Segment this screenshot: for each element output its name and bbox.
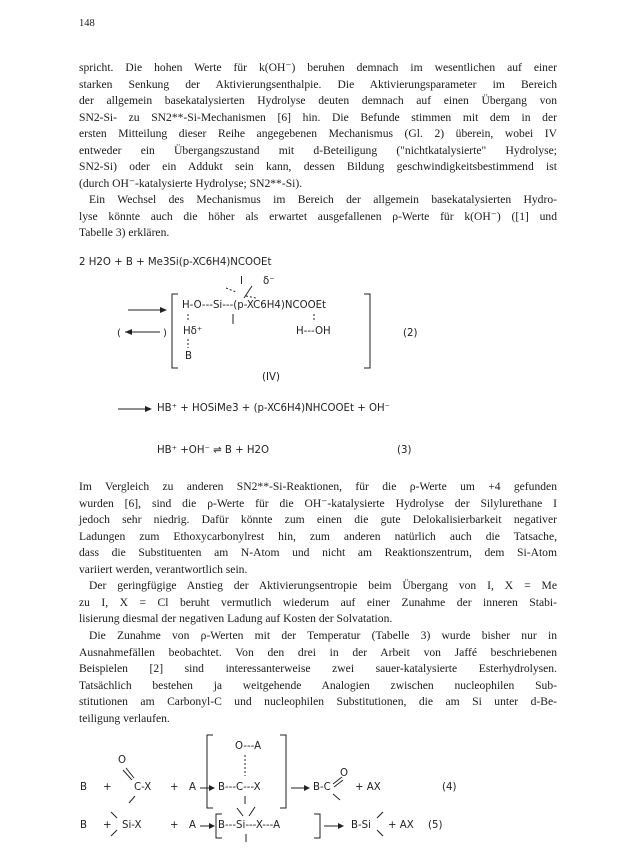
- text-line: der allgemein basekatalysierten Hydrolyse deuten demnach auf einen Übergang von: [79, 94, 557, 107]
- scheme5-bond-up: [111, 812, 117, 818]
- scheme2-bracket-right: [364, 294, 370, 368]
- text-line: jedoch sehr niedrig. Dafür könnte zum einen die gute Delokalisierbarkeit negativer: [79, 513, 557, 526]
- page-number: 148: [79, 18, 95, 29]
- scheme5-bracket-right: [314, 814, 320, 838]
- scheme2-products: HB⁺ + HOSiMe3 + (p-XC6H4)NHCOOEt + OH⁻: [157, 403, 391, 414]
- scheme2-bracket-left: [172, 294, 178, 368]
- scheme5-eq-number: (5): [428, 820, 443, 831]
- scheme5-prod-bond-up: [377, 812, 383, 818]
- scheme5-prod-bond-down: [377, 830, 383, 836]
- text-line: ersten Mitteilung dieser Reihe angegebenen Mechanismus (Gl. 2) überein, wobei IV: [79, 127, 557, 140]
- text-line: Ladungen zum Ethoxycarbonylrest hin, zum anderen natürlich auch die Tatsache,: [79, 529, 557, 543]
- text-line: Im Vergleich zu anderen SN2**-Si-Reaktionen, für die ρ-Werte um +4 gefunden: [79, 480, 557, 493]
- scheme4-eq-number: (4): [442, 782, 457, 793]
- paragraph-4: [79, 578, 557, 628]
- scheme2-paren-open: (: [117, 328, 121, 339]
- scheme2-arrow-forward-head: [160, 307, 167, 313]
- scheme5-prod-bsi: B-Si: [351, 820, 371, 831]
- text-line: stitutionen am Carbonyl-C und nucleophilen Substitutionen, die am Si unter d-Be-: [79, 695, 557, 708]
- text-line: spricht. Die hohen Werte für k(OH⁻) beruhen demnach im wesentlichen auf einer: [79, 61, 557, 74]
- scheme2-reactants: 2 H2O + B + Me3Si(p-XC6H4)NCOOEt: [79, 257, 272, 268]
- text-line: entweder ein Übergangszustand mit d-Beteiligung ("nichtkatalysierte" Hydrolyse;: [79, 143, 557, 157]
- scheme4-a: A: [189, 782, 196, 793]
- scheme4-ts-oa: O---A: [235, 741, 262, 752]
- scheme4-prod-ax: + AX: [355, 782, 381, 793]
- text-line: zu I, X = Cl beruht vermutlich wiederum auf einer Zunahme der inneren Stabi-: [79, 595, 557, 609]
- scheme4-bond-down: [129, 796, 135, 803]
- text-line: Tatsächlich bestehen ja weitgehende Analogien zwischen nucleophilen Sub-: [79, 678, 557, 692]
- text-line: Die Zunahme von ρ-Werten mit der Temperatur (Tabelle 3) wurde bisher nur in: [89, 629, 557, 642]
- text-line: dass die Substituenten am N-Atom und nicht am Reaktionszentrum, dem Si-Atom: [79, 546, 557, 559]
- scheme5-arrow-2-head: [338, 823, 344, 829]
- text-line: (durch OH⁻-katalysierte Hydrolyse; SN2**-Si).: [79, 176, 303, 190]
- scheme3-eq-number: (3): [397, 445, 412, 456]
- scheme2-arrow-products-head: [145, 406, 152, 412]
- paragraph-2: [79, 192, 557, 242]
- scheme2-arrow-back-head: [125, 329, 132, 335]
- text-line: Der geringfügige Anstieg der Aktivierungsentropie beim Übergang von I, X = Me: [89, 579, 557, 592]
- scheme5-ts-wedge: [249, 807, 255, 816]
- scheme4-double-bond-o: [123, 768, 134, 780]
- scheme2-ts-hdelta: Hδ⁺: [183, 326, 203, 337]
- text-line: Beispielen [2] sind interessanterweise zwei sauer-katalysierte Esterhydrolysen.: [79, 662, 557, 675]
- scheme5-six: Si-X: [122, 820, 142, 831]
- text-line: Tabelle 3) erklären.: [79, 226, 170, 239]
- scheme2-delta-minus: δ⁻: [263, 276, 275, 287]
- scheme4-ts-bcx: B---C---X: [218, 782, 261, 793]
- scheme4-prod-bc: B-C: [313, 782, 331, 793]
- scheme4-cx: C-X: [134, 782, 152, 793]
- scheme2-ts-top: H-O---Si---(p-XC6H4)NCOOEt: [182, 300, 327, 311]
- scheme5-a: A: [189, 820, 196, 831]
- scheme4-bracket-left: [207, 735, 213, 808]
- scheme2-eq-number: (2): [403, 328, 418, 339]
- scheme2-dash-line: [226, 288, 256, 298]
- scheme4-bracket-right: [280, 735, 286, 808]
- scheme5-ts-bond-up: [237, 808, 243, 816]
- scheme4-arrow-1-head: [209, 785, 215, 791]
- scheme5-b: B: [80, 820, 87, 831]
- scheme5-arrow-1-head: [209, 823, 215, 829]
- text-line: variiert werden, verantwortlich sein.: [79, 562, 248, 576]
- scheme4-plus2: +: [170, 782, 179, 793]
- scheme2-ts-label: (IV): [262, 372, 280, 383]
- scheme5-prod-ax: + AX: [388, 820, 414, 831]
- scheme4-plus1: +: [103, 782, 112, 793]
- scheme4-o: O: [118, 755, 127, 766]
- text-line: lisierung diesmal der negativen Ladung auf Kosten der Solvatation.: [79, 612, 393, 625]
- scheme2-label-i: I: [240, 276, 244, 287]
- text-line: SN2-Si) oder ein Addukt sein kann, dessen Bildung geschwindigkeitsbestimmend ist: [79, 160, 557, 173]
- scheme2-wedge: [244, 286, 252, 298]
- scheme4-arrow-2-head: [304, 785, 310, 791]
- scheme4-prod-o: O: [340, 768, 349, 779]
- paragraph-3: [79, 479, 557, 578]
- scheme4-b: B: [80, 782, 87, 793]
- text-line: teiligung verlaufen.: [79, 711, 170, 725]
- scheme2-ts-b: B: [185, 351, 192, 362]
- text-line: SN2-Si- zu SN2**-Si-Mechanismen [6] hin. Die Befunde stimmen mit dem in der: [79, 110, 557, 124]
- text-line: Ein Wechsel des Mechanismus im Bereich der allgemein basekatalysierten Hydro-: [89, 193, 557, 206]
- text-line: lyse könnte auch die höher als erwartet ausgefallenen ρ-Werte für k(OH⁻) ([1] und: [79, 209, 557, 223]
- scheme3-equation: HB⁺ +OH⁻ ⇌ B + H2O: [157, 445, 270, 456]
- scheme2-ts-hoh: H---OH: [296, 326, 331, 337]
- scheme5-plus1: +: [103, 820, 112, 831]
- paragraph-1: [79, 60, 557, 192]
- scheme5-plus2: +: [170, 820, 179, 831]
- text-line: starken Senkung der Aktivierungsenthalpie. Die Aktivierungsparameter im Bereich: [79, 77, 557, 91]
- scheme4-prod-bond-down: [333, 794, 340, 800]
- text-line: Ausnahmefällen beobachtet. Von den drei in der Arbeit von Jaffé beschriebenen: [79, 645, 557, 659]
- scheme5-ts: B---Si---X---A: [218, 820, 281, 831]
- text-line: wurden [6], sind die ρ-Werte für die OH⁻-katalysierte Hydrolyse der Silylurethane I: [79, 496, 557, 510]
- scheme5-bond-down: [111, 830, 117, 836]
- scheme2-paren-close: ): [163, 328, 167, 339]
- paragraph-5: [79, 628, 557, 727]
